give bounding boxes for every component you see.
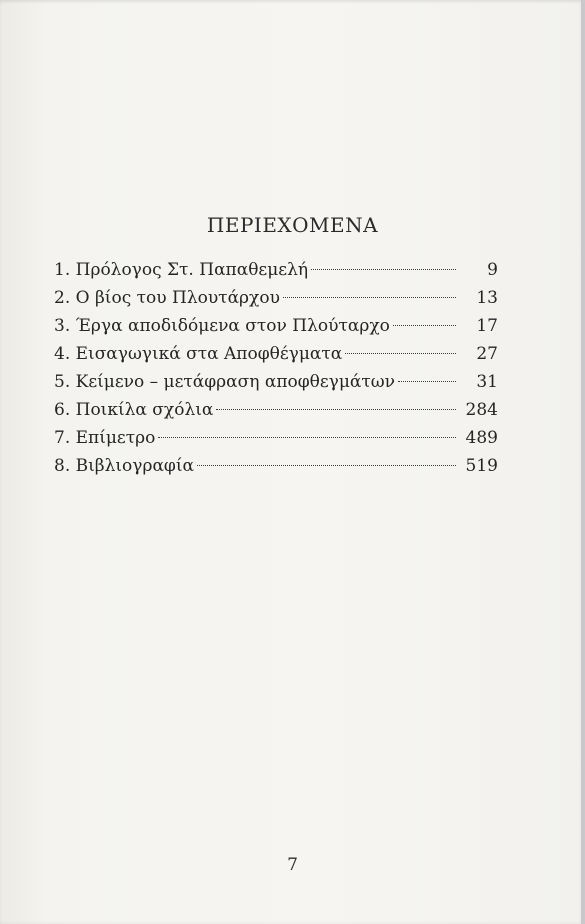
toc-entry-label: 3. Έργα αποδιδόμενα στον Πλούταρχο bbox=[54, 316, 390, 336]
toc-entry-page: 31 bbox=[476, 372, 498, 392]
page-title: ΠΕΡΙΕΧΟΜΕΝΑ bbox=[206, 213, 379, 237]
toc-entry bbox=[54, 344, 498, 372]
toc-entry-label: 1. Πρόλογος Στ. Παπαθεμελή bbox=[54, 260, 309, 280]
toc-entry-leader bbox=[345, 353, 456, 354]
toc-entry-page: 13 bbox=[476, 288, 498, 308]
toc-entry-label: 2. Ο βίος του Πλουτάρχου bbox=[54, 288, 280, 308]
toc-entry-label: 6. Ποικίλα σχόλια bbox=[54, 400, 214, 420]
toc-entry-page: 489 bbox=[465, 428, 498, 448]
page-number: 7 bbox=[287, 855, 298, 875]
toc-entry bbox=[54, 316, 498, 344]
toc-entry-leader bbox=[197, 465, 456, 466]
toc-entry-leader bbox=[283, 297, 456, 298]
toc-entry bbox=[54, 400, 498, 428]
toc-entry-page: 519 bbox=[465, 456, 498, 476]
toc-entry-page: 9 bbox=[487, 260, 498, 280]
toc-entry-label: 5. Κείμενο – μετάφραση αποφθεγμάτων bbox=[54, 372, 395, 392]
toc-entry-page: 284 bbox=[465, 400, 498, 420]
toc-entry-label: 8. Βιβλιογραφία bbox=[54, 456, 194, 476]
toc-entry bbox=[54, 288, 498, 316]
table-of-contents bbox=[54, 260, 498, 484]
toc-entry-leader bbox=[311, 269, 456, 270]
toc-entry bbox=[54, 428, 498, 456]
toc-entry-leader bbox=[393, 325, 456, 326]
toc-entry-leader bbox=[158, 437, 456, 438]
toc-entry bbox=[54, 456, 498, 484]
toc-entry bbox=[54, 260, 498, 288]
page-edge bbox=[581, 0, 585, 924]
toc-entry-page: 17 bbox=[476, 316, 498, 336]
toc-entry-label: 7. Επίμετρο bbox=[54, 428, 156, 448]
toc-entry-leader bbox=[216, 409, 456, 410]
toc-entry-page: 27 bbox=[476, 344, 498, 364]
toc-entry bbox=[54, 372, 498, 400]
toc-entry-label: 4. Εισαγωγικά στα Αποφθέγματα bbox=[54, 344, 343, 364]
toc-entry-leader bbox=[398, 381, 456, 382]
